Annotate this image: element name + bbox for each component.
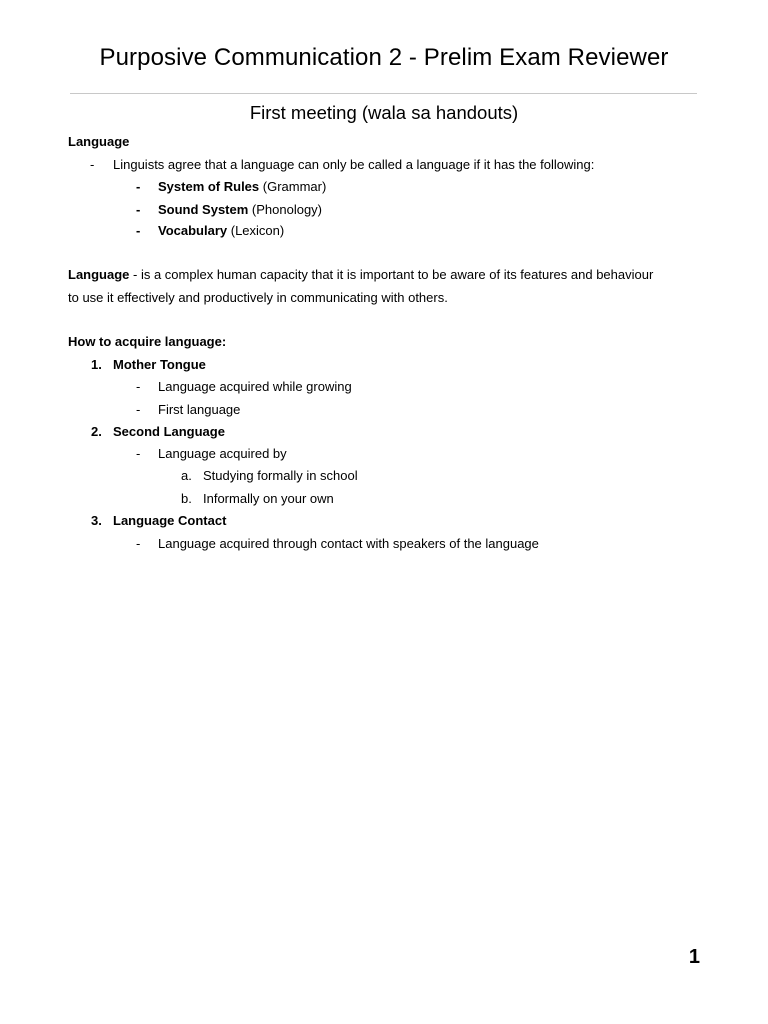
section-subtitle: First meeting (wala sa handouts) xyxy=(249,102,519,123)
document-title: Purposive Communication 2 - Prelim Exam Reviewer xyxy=(99,44,669,71)
page-number: 1 xyxy=(688,946,700,968)
feature-term: Sound System xyxy=(158,202,249,217)
acquire-item-label: Mother Tongue xyxy=(113,357,206,372)
feature-dash: - xyxy=(136,223,141,238)
bullet-dash: - xyxy=(90,157,95,172)
sub-item-text: Informally on your own xyxy=(203,491,334,506)
feature-item-grammar xyxy=(158,178,326,196)
feature-item-lexicon xyxy=(158,222,284,240)
feature-detail: (Grammar) xyxy=(259,179,327,194)
language-heading: Language xyxy=(68,134,130,149)
acquire-item-label: Second Language xyxy=(113,424,225,439)
feature-dash: - xyxy=(136,202,141,217)
bullet-dash: - xyxy=(136,536,141,551)
feature-item-phonology xyxy=(158,201,322,219)
list-number: 1. xyxy=(91,357,102,372)
feature-term: System of Rules xyxy=(158,179,260,194)
feature-detail: (Lexicon) xyxy=(227,223,285,238)
bullet-dash: - xyxy=(136,379,141,394)
intro-bullet-text: Linguists agree that a language can only be called a language if it has the following: xyxy=(113,157,595,172)
acquire-bullet: Language acquired through contact with speakers of the language xyxy=(158,536,539,551)
definition-line-2: to use it effectively and productively in communicating with others. xyxy=(68,290,448,305)
definition-term: Language xyxy=(68,267,130,282)
feature-dash: - xyxy=(136,179,141,194)
list-number: 2. xyxy=(91,424,102,439)
feature-term: Vocabulary xyxy=(158,223,228,238)
sub-letter: a. xyxy=(181,468,192,483)
acquire-bullet: First language xyxy=(158,402,241,417)
list-number: 3. xyxy=(91,513,102,528)
bullet-dash: - xyxy=(136,446,141,461)
bullet-dash: - xyxy=(136,402,141,417)
sub-letter: b. xyxy=(181,491,192,506)
acquire-bullet: Language acquired by xyxy=(158,446,287,461)
acquire-bullet: Language acquired while growing xyxy=(158,379,352,394)
feature-detail: (Phonology) xyxy=(248,202,323,217)
acquire-heading: How to acquire language: xyxy=(68,334,227,349)
definition-line-1 xyxy=(68,266,653,284)
title-divider xyxy=(70,93,697,94)
acquire-item-label: Language Contact xyxy=(113,513,227,528)
sub-item-text: Studying formally in school xyxy=(203,468,358,483)
definition-text: - is a complex human capacity that it is important to be aware of its features and behaviour xyxy=(129,267,654,282)
